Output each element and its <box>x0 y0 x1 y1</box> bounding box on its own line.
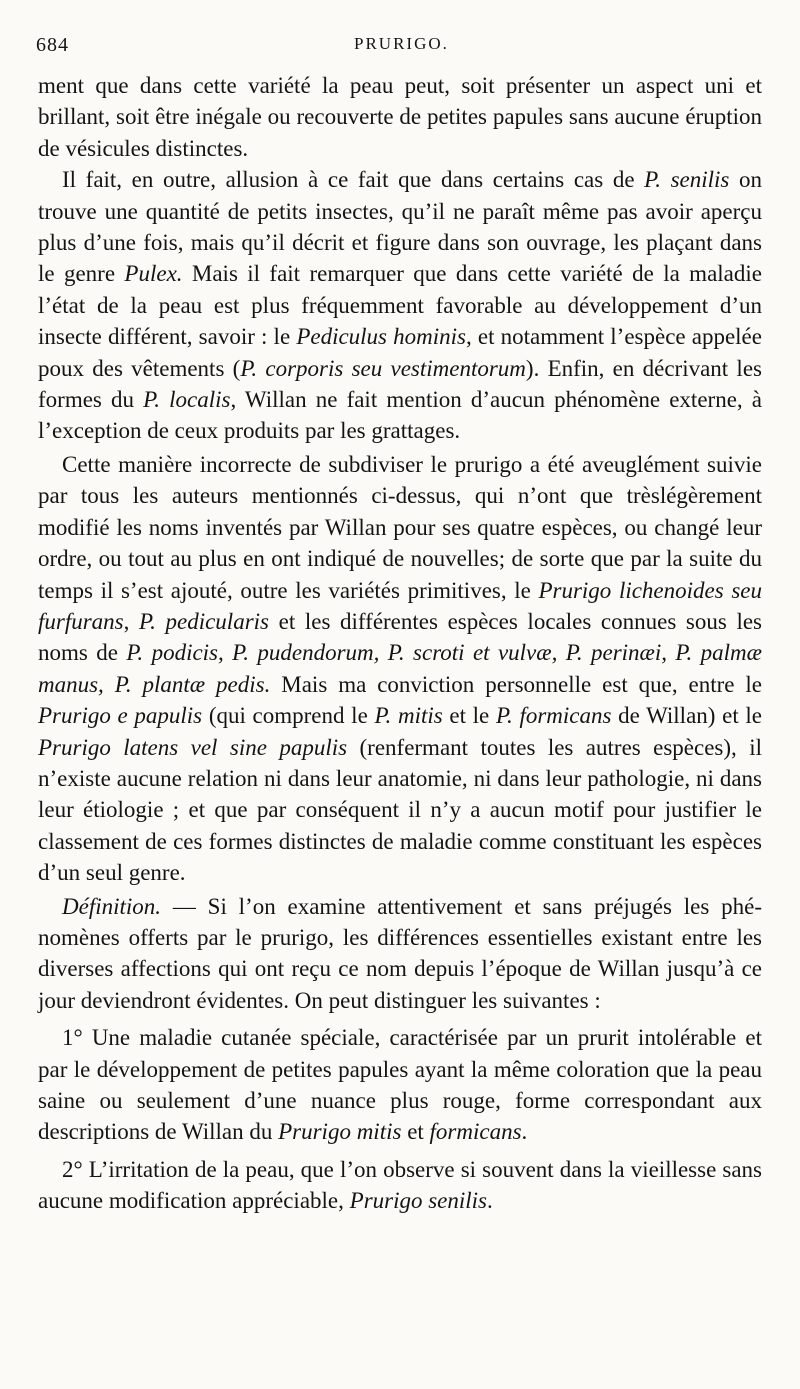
paragraph-1 <box>38 70 762 164</box>
paragraph-3 <box>38 449 762 889</box>
p2-text-c: on trouve une quantité de petits insectes, qu’il ne paraît même pas avoir aperçu plus d’une fois, mais qu’il décrit et figure dans son ouvrage, les plaçant dans le genre <box>38 167 762 287</box>
p5-text-a: 1° Une maladie cutanée spéciale, caractérisée par un prurit intolérable et par le développement de petites papules ayant la même coloration que la peau saine ou seulement d’une nuance plus rouge, forme correspondant aux descriptions de Willan du <box>38 1025 762 1145</box>
p3-italic-lichenoides: Prurigo lichenoides seu furfurans <box>38 577 762 634</box>
p2-text-a: Il fait, en outre, allusion à ce fait que dans certains cas de <box>62 167 645 193</box>
body-text <box>38 70 762 1217</box>
p2-italic-senilis: P. senilis <box>644 167 730 193</box>
p6-italic-senilis: Prurigo senilis <box>349 1188 488 1214</box>
page-header <box>36 34 770 60</box>
p3-text-o: (renfermant toutes les autres espèces), il n’existe aucune relation ni dans leur anatomie, ni dans leur pathologie, ni dans leur étiologie ; et que par conséquent il n’y a aucun motif pour justifier le classement de ces formes distinctes de maladie comme constituant les espèces d’un seul genre. <box>38 734 763 886</box>
p2-italic-corporis: P. corporis seu vestimentorum <box>240 355 526 381</box>
page-number: 684 <box>36 34 69 56</box>
paragraph-4 <box>38 891 762 1017</box>
p2-text-g: , et notamment l’espèce appelée poux des vêtements ( <box>38 324 762 381</box>
p3-text-e: et les différentes espèces locales connues sous les noms de <box>38 608 762 666</box>
p3-italic-e-papulis: Prurigo e papulis <box>38 703 203 729</box>
p2-text-e: Mais il fait remarquer que dans cette variété de la maladie l’état de la peau est plus fréquemment favorable au développement d’un insecte différent, savoir : le <box>38 261 762 350</box>
p3-text-g: Mais ma conviction personnelle est que, entre le <box>270 671 762 697</box>
p5-italic-mitis: Prurigo mitis <box>278 1119 402 1145</box>
p3-text-k: et le <box>442 703 496 729</box>
p3-italic-mitis: P. mitis <box>374 703 443 729</box>
p4-text-b: — Si l’on examine attentivement et sans préjugés les phénomènes offerts par le prurigo, les différences essentielles existant entre les diverses affections qui ont reçu ce nom depuis l’époque de Willan jusqu’à ce jour deviendront évidentes. On peut distinguer les suivantes : <box>38 893 762 1013</box>
p3-text-c: , <box>123 608 140 634</box>
running-title: PRURIGO. <box>354 34 449 53</box>
p2-italic-pediculus: Pediculus hominis <box>296 324 466 350</box>
p2-text-k: , Willan ne fait mention d’aucun phénomène externe, à l’exception de ceux produits par les grattages. <box>38 387 762 444</box>
p3-italic-pedicularis: P. pedicularis <box>139 608 269 634</box>
p3-italic-latens: Prurigo latens vel sine papulis <box>38 734 348 760</box>
p5-text-e: . <box>521 1119 528 1145</box>
paragraph-2 <box>38 164 762 447</box>
p6-text-a: 2° L’irritation de la peau, que l’on observe si souvent dans la vieillesse sans aucune modification appréciable, <box>38 1156 762 1214</box>
paragraph-5 <box>38 1022 762 1148</box>
p6-text-c: . <box>487 1188 493 1214</box>
p3-text-a: Cette manière incorrecte de subdiviser le prurigo a été aveuglément suivie par tous les auteurs mentionnés ci-dessus, qui n’ont que trèslégèrement modifié les noms inventés par Willan pour ses quatre espèces, ou changé leur ordre, ou tout au plus en ont indiqué de nouvelles; de sorte que par la suite du temps il s’est ajouté, outre les variétés primitives, le <box>38 451 762 603</box>
p5-text-c: et <box>401 1119 430 1145</box>
p3-italic-local-species: P. podicis, P. pudendorum, P. scroti et vulvæ, P. perinæi, P. palmæ manus, P. plantæ pedis. <box>38 640 762 697</box>
p3-text-m: de Willan) et le <box>611 703 762 729</box>
p3-text-i: (qui comprend le <box>202 703 375 729</box>
p3-italic-formicans: P. formicans <box>495 703 612 729</box>
p5-italic-formicans: formicans <box>429 1119 522 1145</box>
paragraph-1-text: ment que dans cette variété la peau peut, soit présenter un aspect uni et brillant, soit être inégale ou recouverte de petites papules sans aucune éruption de vésicules distinctes. <box>38 73 762 161</box>
paragraph-6 <box>38 1154 762 1217</box>
p2-text-i: ). Enfin, en décrivant les formes du <box>38 355 762 413</box>
p2-italic-localis: P. localis <box>143 387 231 413</box>
p2-italic-pulex: Pulex. <box>124 261 183 287</box>
p4-italic-definition: Définition. <box>62 893 162 919</box>
